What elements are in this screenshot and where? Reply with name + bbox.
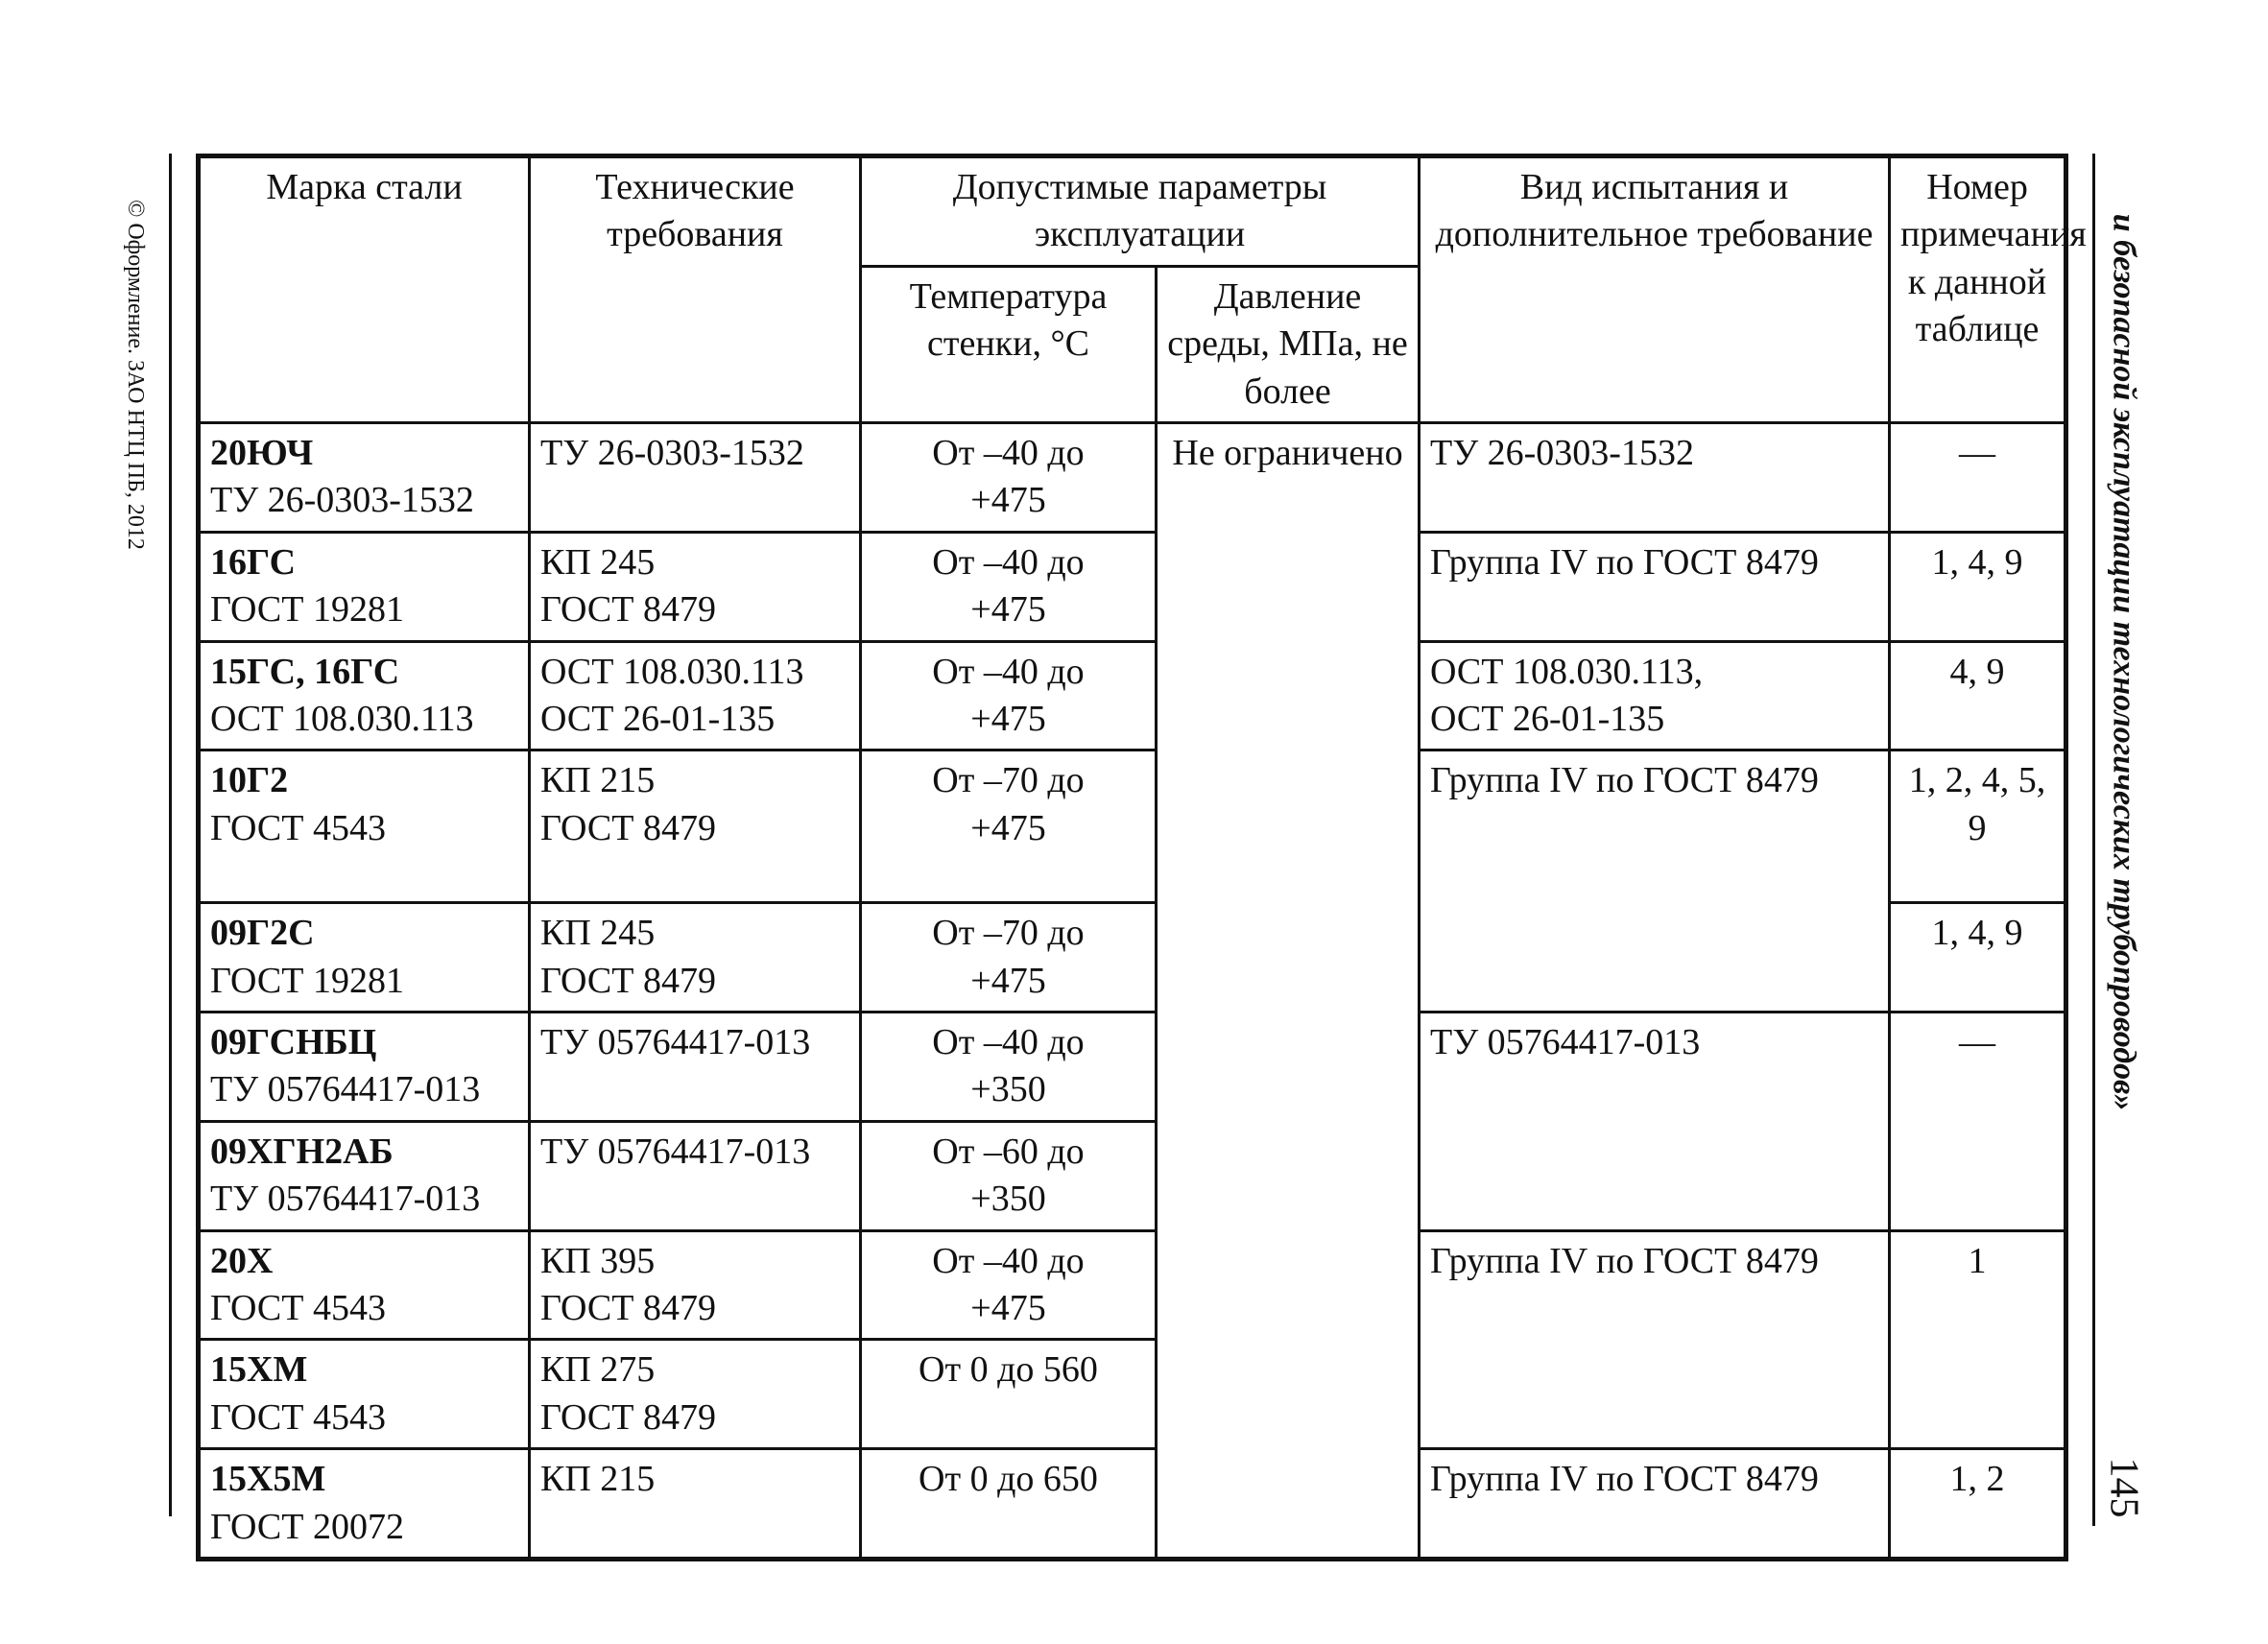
table-row [199, 1121, 2066, 1230]
temperature-cell [861, 1013, 1157, 1122]
grade-cell [199, 1449, 530, 1560]
temperature-cell [861, 641, 1157, 751]
grade-cell [199, 903, 530, 1013]
requirement-line: КП 245 [540, 913, 656, 954]
requirement-line: ОСТ 26-01-135 [540, 698, 776, 739]
temperature-line: +475 [970, 480, 1046, 521]
test-cell [1420, 903, 1890, 1013]
table-row [199, 1449, 2066, 1560]
header-test: Вид испытания и дополнительное требование [1420, 156, 1890, 423]
temperature-line: От –40 до [932, 432, 1085, 473]
test-line: Группа IV по ГОСТ 8479 [1430, 760, 1819, 801]
requirements-cell [530, 751, 861, 903]
note-cell: 1, 4, 9 [1890, 903, 2066, 1013]
requirement-line: ТУ 26-0303-1532 [540, 432, 804, 473]
page-number [2096, 1440, 2150, 1536]
temperature-line: +475 [970, 698, 1046, 739]
test-cell [1420, 1013, 1890, 1122]
page-number-text: 145 [2101, 1457, 2145, 1518]
requirement-line: КП 275 [540, 1349, 656, 1391]
grade-cell [199, 1013, 530, 1122]
running-head-text: и безопасной эксплуатации технологических трубопроводов» [2106, 213, 2142, 1111]
note-cell [1890, 1121, 2066, 1230]
copyright-text: © Оформление. ЗАО НТЦ ПБ, 2012 [122, 199, 148, 550]
test-line: Группа IV по ГОСТ 8479 [1430, 1459, 1819, 1500]
note-cell: 1 [1890, 1230, 2066, 1340]
grade-name: 20Х [210, 1240, 274, 1281]
requirement-line: КП 395 [540, 1240, 656, 1281]
requirement-line: ГОСТ 8479 [540, 1396, 716, 1438]
temperature-cell [861, 422, 1157, 532]
requirements-cell [530, 1013, 861, 1122]
grade-name: 15Х5М [210, 1459, 326, 1500]
grade-standard: ГОСТ 19281 [210, 960, 404, 1001]
grade-cell [199, 641, 530, 751]
pressure-cell: Не ограничено [1157, 422, 1420, 1559]
copyright-note [115, 154, 154, 595]
test-line: ОСТ 108.030.113, [1430, 651, 1704, 692]
temperature-cell [861, 1121, 1157, 1230]
requirements-cell [530, 422, 861, 532]
grade-standard: ГОСТ 4543 [210, 1288, 386, 1329]
temperature-line: От 0 до 650 [919, 1459, 1098, 1500]
temperature-cell [861, 1340, 1157, 1449]
temperature-line: От –60 до [932, 1131, 1085, 1172]
grade-name: 15ГС, 16ГС [210, 651, 400, 692]
header-requirements: Технические требования [530, 156, 861, 423]
test-cell [1420, 1121, 1890, 1230]
grade-cell [199, 751, 530, 903]
table-row [199, 903, 2066, 1013]
temperature-line: От –40 до [932, 651, 1085, 692]
grade-standard: ТУ 05764417-013 [210, 1069, 481, 1110]
note-cell: — [1890, 1013, 2066, 1122]
note-cell: 1, 4, 9 [1890, 532, 2066, 641]
table-row [199, 422, 2066, 532]
test-line: ОСТ 26-01-135 [1430, 698, 1665, 739]
temperature-cell [861, 1230, 1157, 1340]
requirement-line: ГОСТ 8479 [540, 807, 716, 848]
table-row [199, 1230, 2066, 1340]
grade-cell [199, 422, 530, 532]
grade-name: 16ГС [210, 541, 297, 583]
grade-name: 15ХМ [210, 1349, 308, 1391]
temperature-line: +475 [970, 807, 1046, 848]
header-grade: Марка стали [199, 156, 530, 423]
grade-name: 09ГСНБЦ [210, 1022, 377, 1063]
table-row [199, 1340, 2066, 1449]
requirement-line: КП 215 [540, 1459, 656, 1500]
temperature-cell [861, 532, 1157, 641]
header-pressure: Давление среды, МПа, не более [1157, 266, 1420, 422]
temperature-line: От –70 до [932, 913, 1085, 954]
grade-name: 09ХГН2АБ [210, 1131, 394, 1172]
grade-cell [199, 1121, 530, 1230]
test-line: ТУ 26-0303-1532 [1430, 432, 1694, 473]
temperature-cell [861, 1449, 1157, 1560]
note-cell: — [1890, 422, 2066, 532]
grade-standard: ГОСТ 4543 [210, 1396, 386, 1438]
test-cell [1420, 641, 1890, 751]
grade-name: 09Г2С [210, 913, 315, 954]
table-row [199, 532, 2066, 641]
test-cell [1420, 1340, 1890, 1449]
requirement-line: ОСТ 108.030.113 [540, 651, 804, 692]
running-head [2096, 154, 2150, 1171]
temperature-line: +350 [970, 1069, 1046, 1110]
requirement-line: КП 215 [540, 760, 656, 801]
requirements-cell [530, 1230, 861, 1340]
requirements-cell [530, 1449, 861, 1560]
note-cell: 1, 2, 4, 5, 9 [1890, 751, 2066, 903]
note-cell: 1, 2 [1890, 1449, 2066, 1560]
table-row [199, 641, 2066, 751]
test-cell [1420, 751, 1890, 903]
header-note: Номер примечания к данной таблице [1890, 156, 2066, 423]
temperature-cell [861, 903, 1157, 1013]
temperature-line: +475 [970, 1288, 1046, 1329]
temperature-line: От 0 до 560 [919, 1349, 1098, 1391]
right-margin-rule [2092, 154, 2095, 1526]
requirement-line: ГОСТ 8479 [540, 589, 716, 631]
test-cell [1420, 1449, 1890, 1560]
temperature-cell [861, 751, 1157, 903]
grade-cell [199, 1340, 530, 1449]
header-params: Допустимые параметры эксплуатации [861, 156, 1420, 267]
table-row [199, 1013, 2066, 1122]
note-cell [1890, 1340, 2066, 1449]
requirement-line: ТУ 05764417-013 [540, 1022, 811, 1063]
temperature-line: +350 [970, 1179, 1046, 1220]
grade-standard: ГОСТ 19281 [210, 589, 404, 631]
temperature-line: От –40 до [932, 541, 1085, 583]
requirements-cell [530, 532, 861, 641]
requirement-line: ГОСТ 8479 [540, 1288, 716, 1329]
requirements-cell [530, 1121, 861, 1230]
requirement-line: ГОСТ 8479 [540, 960, 716, 1001]
grade-cell [199, 1230, 530, 1340]
test-cell [1420, 422, 1890, 532]
requirement-line: ТУ 05764417-013 [540, 1131, 811, 1172]
grade-name: 10Г2 [210, 760, 289, 801]
grade-standard: ГОСТ 20072 [210, 1506, 404, 1547]
requirements-cell [530, 1340, 861, 1449]
grade-standard: ТУ 26-0303-1532 [210, 480, 474, 521]
note-cell: 4, 9 [1890, 641, 2066, 751]
test-cell [1420, 532, 1890, 641]
table-row [199, 751, 2066, 903]
temperature-line: +475 [970, 589, 1046, 631]
header-temp: Температура стенки, °С [861, 266, 1157, 422]
steel-grades-table [196, 154, 2087, 1561]
grade-standard: ГОСТ 4543 [210, 807, 386, 848]
grade-name: 20ЮЧ [210, 432, 314, 473]
requirements-cell [530, 903, 861, 1013]
requirements-cell [530, 641, 861, 751]
temperature-line: +475 [970, 960, 1046, 1001]
grade-standard: ТУ 05764417-013 [210, 1179, 481, 1220]
test-cell [1420, 1230, 1890, 1340]
test-line: Группа IV по ГОСТ 8479 [1430, 541, 1819, 583]
requirement-line: КП 245 [540, 541, 656, 583]
grade-standard: ОСТ 108.030.113 [210, 698, 474, 739]
temperature-line: От –40 до [932, 1240, 1085, 1281]
test-line: ТУ 05764417-013 [1430, 1022, 1701, 1063]
header-row [199, 156, 2066, 267]
temperature-line: От –70 до [932, 760, 1085, 801]
test-line: Группа IV по ГОСТ 8479 [1430, 1240, 1819, 1281]
grade-cell [199, 532, 530, 641]
temperature-line: От –40 до [932, 1022, 1085, 1063]
left-margin-rule [169, 154, 172, 1516]
